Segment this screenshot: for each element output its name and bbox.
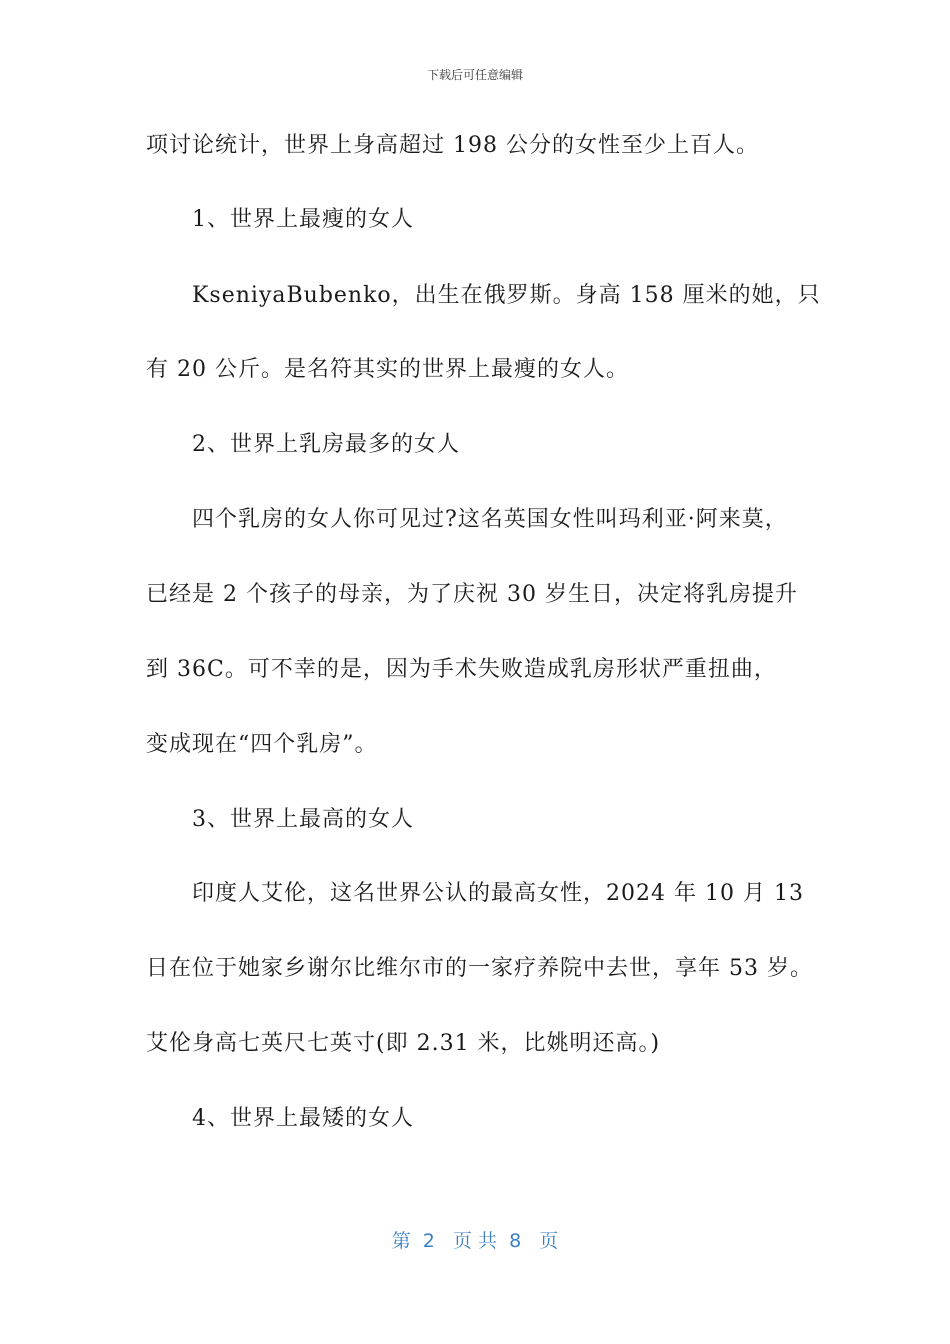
header-note: 下载后可任意编辑 [426,68,523,82]
paragraph-line: 有 20 公斤。是名符其实的世界上最瘦的女人。 [146,357,629,382]
paragraph-line: 印度人艾伦，这名世界公认的最高女性，2024 年 10 月 13 [192,881,804,906]
section-heading: 2、世界上乳房最多的女人 [192,432,460,457]
section-heading: 1、世界上最瘦的女人 [192,207,414,232]
paragraph-line: KseniyaBubenko，出生在俄罗斯。身高 158 厘米的她，只 [192,283,821,308]
page-number: 第 2 页 共 8 页 [391,1230,559,1252]
paragraph-line: 到 36C。可不幸的是，因为手术失败造成乳房形状严重扭曲， [146,657,777,682]
paragraph-line: 已经是 2 个孩子的母亲，为了庆祝 30 岁生日，决定将乳房提升 [146,582,798,607]
section-heading: 4、世界上最矮的女人 [192,1106,414,1131]
paragraph-line: 四个乳房的女人你可见过?这名英国女性叫玛利亚·阿来莫， [192,507,788,532]
section-heading: 3、世界上最高的女人 [192,807,414,832]
paragraph-line: 艾伦身高七英尺七英寸(即 2.31 米，比姚明还高。) [146,1031,661,1056]
paragraph-line: 项讨论统计，世界上身高超过 198 公分的女性至少上百人。 [146,133,759,158]
paragraph-line: 变成现在“四个乳房”。 [146,732,378,757]
paragraph-line: 日在位于她家乡谢尔比维尔市的一家疗养院中去世，享年 53 岁。 [146,956,813,981]
